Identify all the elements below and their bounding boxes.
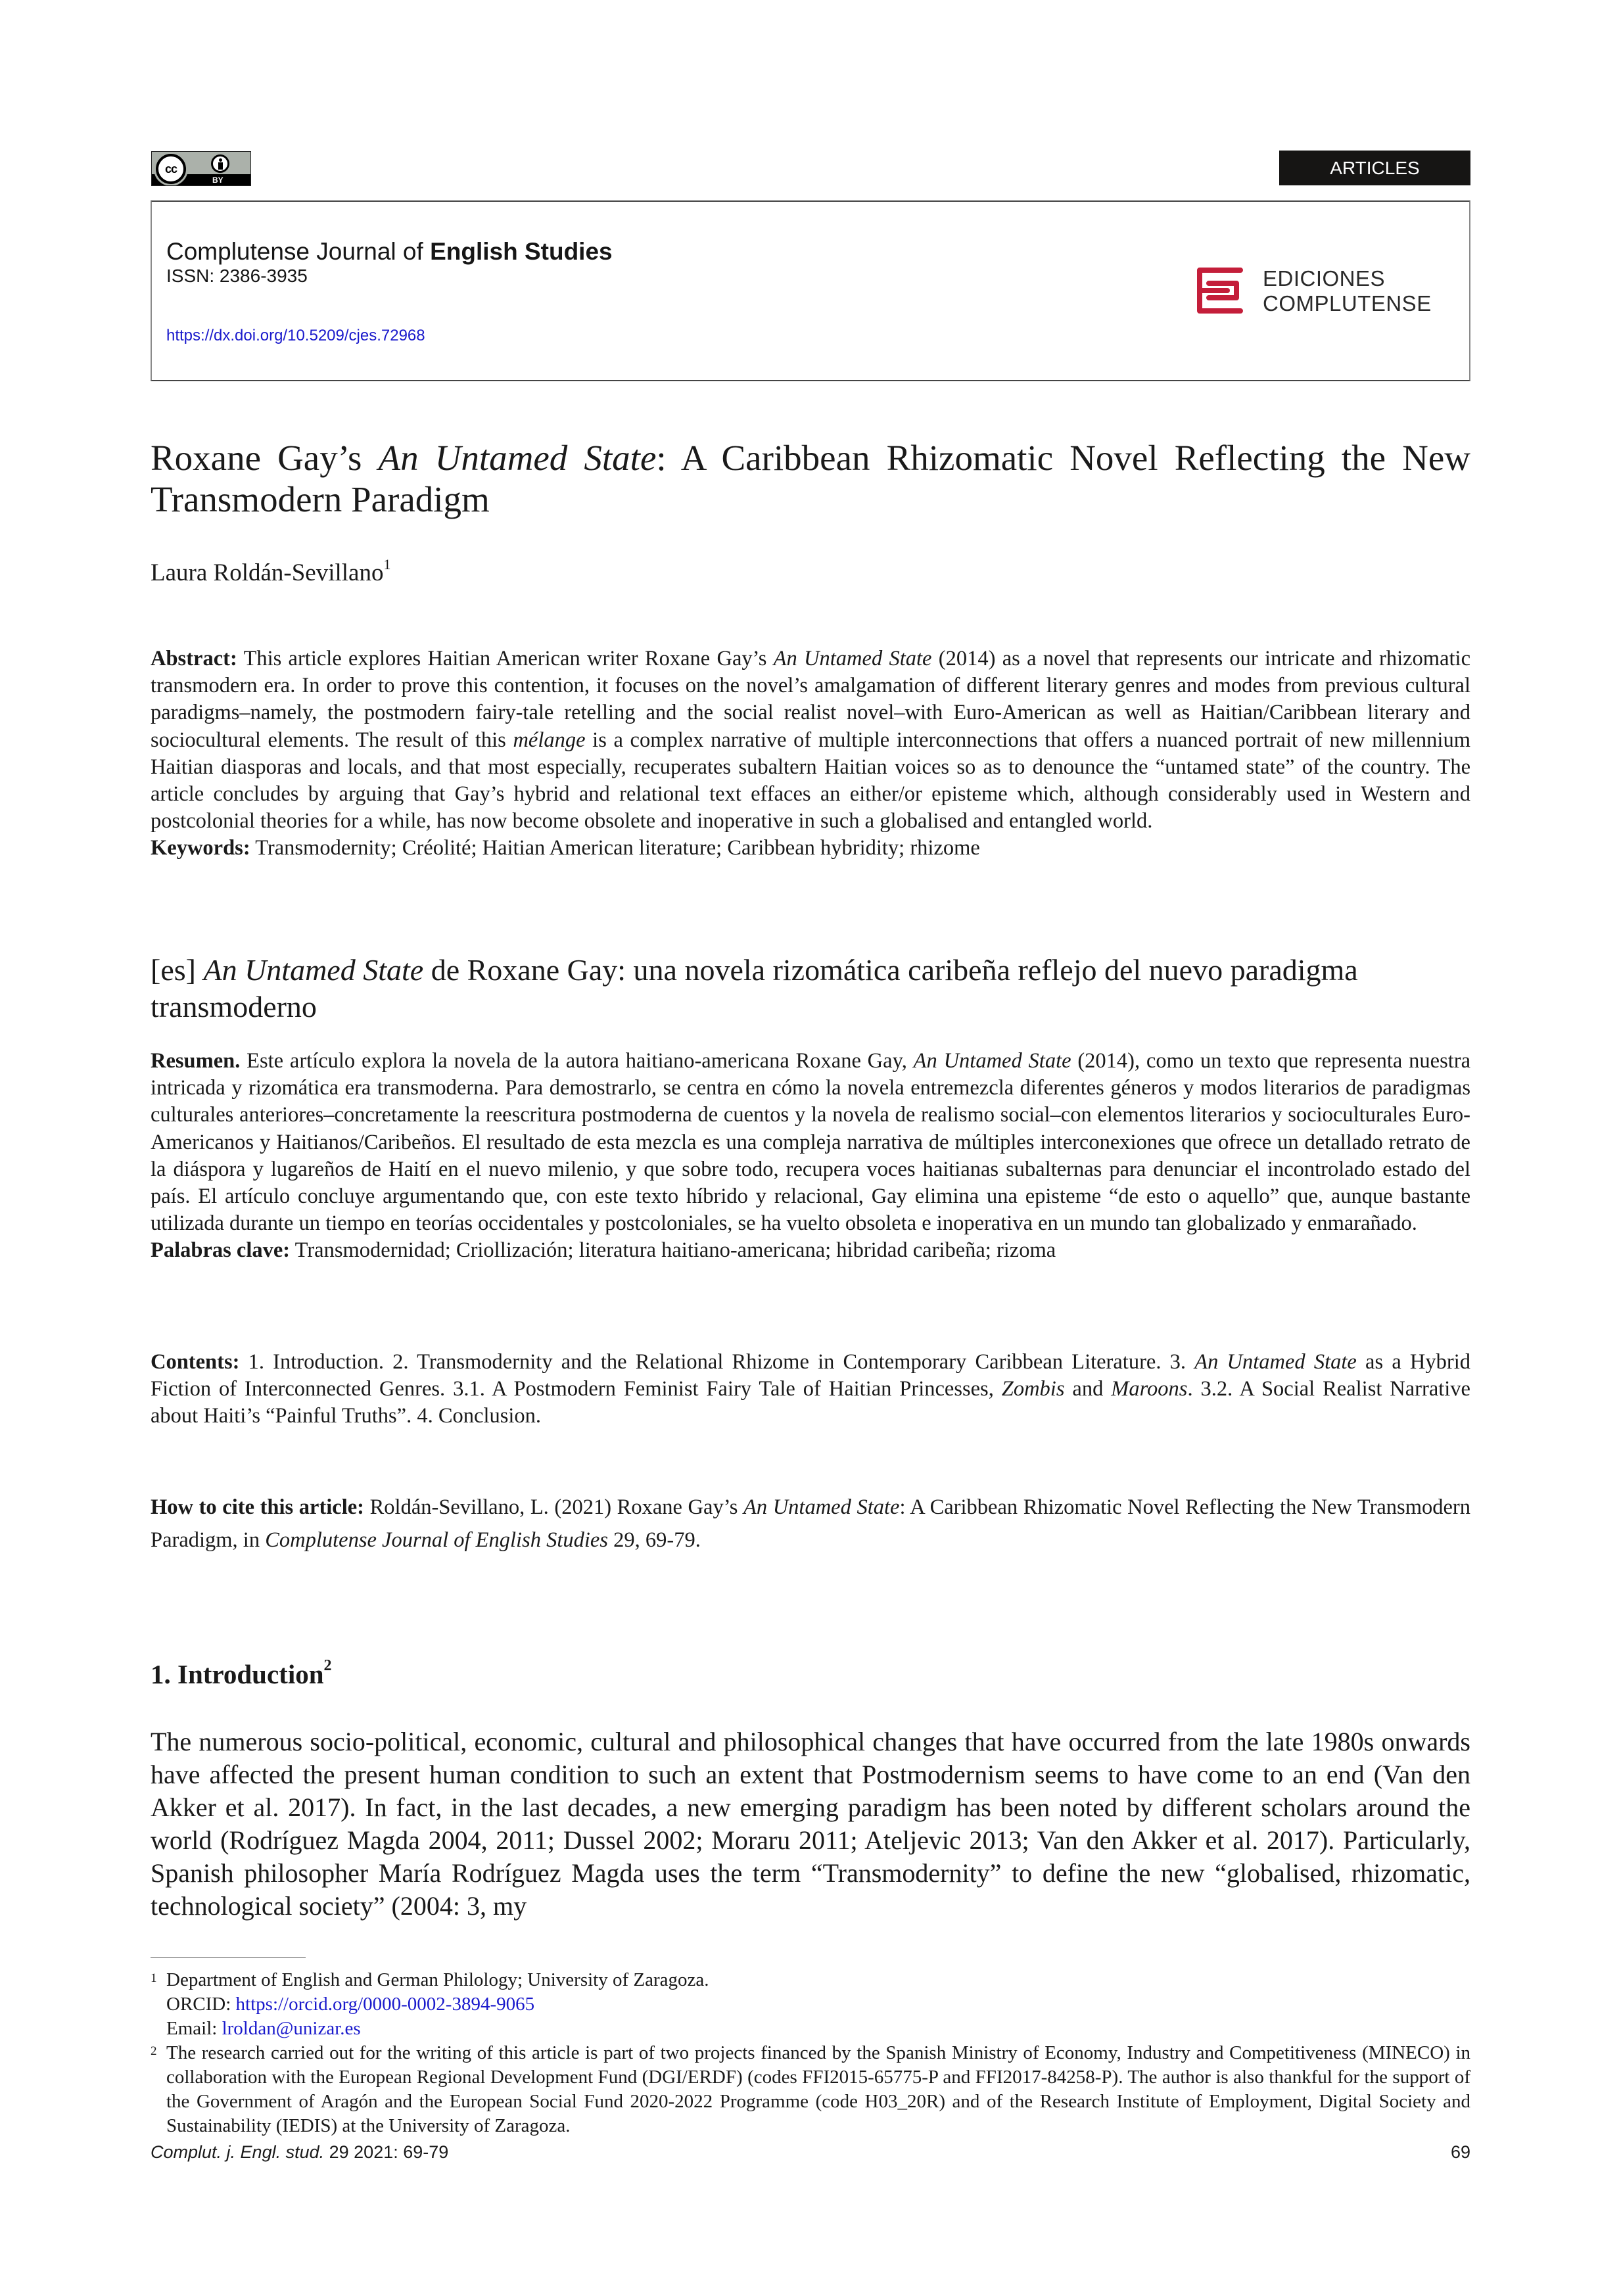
footnote-orcid [166, 1992, 1470, 2017]
contents-text: as a Hybrid Fiction of Interconnected Genres. 3.1. A Postmodern Feminist Fairy Tale of Haitian Princesses, [151, 1350, 1471, 1401]
footnote-2 [151, 2041, 1470, 2138]
section-badge: ARTICLES [1279, 151, 1470, 185]
citation-text: : A Caribbean Rhizomatic Novel Reflecting the New Transmodern Paradigm, in [151, 1495, 1470, 1552]
doi-link[interactable]: https://dx.doi.org/10.5209/cjes.72968 [166, 327, 425, 344]
footnotes [151, 1968, 1470, 2138]
footnote-1 [151, 1968, 1470, 2041]
volume-info: 29 2021: 69-79 [324, 2142, 449, 2162]
footnote-email [166, 2017, 1470, 2041]
contents-text: 1. Introduction. 2. Transmodernity and the Relational Rhizome in Contemporary Caribbean Literature. 3. [239, 1350, 1195, 1374]
abstract-label: Abstract: [151, 647, 237, 670]
journal-title [166, 238, 613, 266]
journal-abbreviation: Complut. j. Engl. stud. [151, 2142, 325, 2162]
introduction-paragraph: The numerous socio-political, economic, cultural and philosophical changes that have occurred from the late 1980s onwards have affected the present human condition to such an extent that Postmodernism seems to have come to an end (Van den Akker et al. 2017). In fact, in the last decades, a new emerging paradigm has been noted by different scholars around the world (Rodríguez Magda 2004, 2011; Dussel 2002; Moraru 2011; Ateljevic 2013; Van den Akker et al. 2017). Particularly, Spanish philosopher María Rodríguez Magda uses the term “Transmodernity” to define the new “globalised, rhizomatic, technological society” (2004: 3, my [151, 1727, 1470, 1921]
cc-icon: cc [156, 154, 186, 184]
resumen-text: Este artículo explora la novela de la autora haitiano-americana Roxane Gay, [240, 1049, 914, 1073]
palabras-clave-text: Transmodernidad; Criollización; literatura haitiano-americana; hibridad caribeña; rizoma [290, 1238, 1056, 1263]
orcid-label: ORCID: [166, 1994, 236, 2015]
cc-by-license-badge[interactable] [151, 151, 251, 186]
contents-italic: An Untamed State [1194, 1350, 1357, 1374]
page-number: 69 [1450, 2142, 1470, 2162]
section-heading-introduction [151, 1658, 332, 1690]
citation [151, 1491, 1470, 1557]
keywords-label: Keywords: [151, 836, 250, 860]
resumen-italic: An Untamed State [913, 1049, 1071, 1073]
running-footer [151, 2142, 448, 2163]
footnote-affiliation: Department of English and German Philology; University of Zaragoza. [166, 1969, 709, 1990]
spanish-title [151, 952, 1470, 1025]
author-footnote-ref[interactable]: 1 [383, 556, 391, 573]
journal-title-bold: English Studies [430, 238, 613, 265]
author-text: Laura Roldán-Sevillano [151, 559, 384, 586]
resumen-label: Resumen. [151, 1049, 241, 1073]
contents-italic: Maroons [1111, 1377, 1188, 1401]
email-link[interactable]: lroldan@unizar.es [222, 2018, 361, 2039]
journal-issn: ISSN: 2386-3935 [166, 266, 308, 286]
abstract [151, 645, 1470, 862]
title-italic-book: An Untamed State [378, 438, 657, 478]
contents-label: Contents: [151, 1350, 240, 1374]
footnote-number: 1 [151, 1971, 157, 1985]
publisher-name [1263, 266, 1432, 316]
contents-text: . 3.2. A Social Realist Narrative about Haiti’s “Painful Truths”. 4. Conclusion. [151, 1377, 1470, 1428]
footnote-divider [151, 1957, 306, 1958]
footnote-number: 2 [151, 2044, 157, 2058]
contents-italic: Zombis [1001, 1377, 1065, 1401]
attribution-person-icon [211, 154, 229, 173]
spanish-title-italic: An Untamed State [203, 953, 424, 987]
author-name [151, 556, 391, 587]
journal-title-regular: Complutense Journal of [166, 238, 431, 265]
citation-label: How to cite this article: [151, 1495, 365, 1519]
by-label: BY [212, 176, 223, 185]
orcid-link[interactable]: https://orcid.org/0000-0002-3894-9065 [235, 1994, 535, 2015]
publisher-line-2: COMPLUTENSE [1263, 291, 1432, 316]
citation-text: Roldán-Sevillano, L. (2021) Roxane Gay’s [364, 1495, 743, 1519]
title-text: Roxane Gay’s [151, 438, 379, 478]
keywords-text: Transmodernity; Créolité; Haitian American literature; Caribbean hybridity; rhizome [250, 836, 980, 860]
citation-text: 29, 69-79. [608, 1528, 701, 1552]
heading-footnote-ref[interactable]: 2 [323, 1657, 332, 1674]
language-tag: [es] [151, 953, 204, 987]
citation-italic: Complutense Journal of English Studies [265, 1528, 608, 1552]
footnote-text: The research carried out for the writing of this article is part of two projects financed by the Spanish Ministry of Economy, Industry and Competitiveness (MINECO) in collaboration with the European Regional Development Fund (DGI/ERDF) (codes FFI2015-65775-P and FFI2017-84258-P). The author is also thankful for the support of the Government of Aragón and the European Social Fund 2020-2022 Programme (code H03_20R) and of the Research Institute of Employment, Digital Society and Sustainability (IEDIS) at the University of Zaragoza. [166, 2042, 1470, 2136]
publisher-line-1: EDICIONES [1263, 266, 1386, 291]
abstract-text: This article explores Haitian American writer Roxane Gay’s [237, 647, 774, 670]
contents-text: and [1064, 1377, 1112, 1401]
abstract-italic: An Untamed State [773, 647, 932, 670]
ediciones-complutense-logo-icon [1197, 268, 1243, 314]
heading-text: 1. Introduction [151, 1659, 324, 1689]
abstract-text: is a complex narrative of multiple interconnections that offers a nuanced portrait of new millennium Haitian diasporas and locals, and that most especially, recuperates subaltern Haitian voices so as to denounce the “untamed state” of the country. The article concludes by arguing that Gay’s hybrid and relational text effaces an either/or episteme which, although considerably used in Western and postcolonial theories for a while, has now become obsolete and inoperative in such a globalised and entangled world. [151, 728, 1470, 833]
resumen-text: (2014), como un texto que representa nuestra intricada y rizomática era transmoderna. Para demostrarlo, se centra en cómo la novela entremezcla diferentes géneros y modos literarios de paradigmas culturales anteriores–concretamente la reescritura postmoderna de cuentos y la novela de realismo social–con elementos literarios y socioculturales Euro-Americanos y Haitianos/Caribeños. El resultado de esta mezcla es una compleja narrativa de múltiples interconexiones que ofrece un detallado retrato de la diáspora y lugareños de Haití en el nuevo milenio, y que sobre todo, recupera voces haitianas subalternas para denunciar el incontrolado estado del país. El artículo concluye argumentando que, con este texto híbrido y relacional, Gay elimina una episteme “de esto o aquello” que, aunque bastante utilizada durante un tiempo en teorías occidentales y postcoloniales, se ha vuelto obsoleta e inoperativa en un mundo tan globalizado y enmarañado. [151, 1049, 1470, 1236]
article-title [151, 437, 1470, 520]
citation-italic: An Untamed State [743, 1495, 900, 1519]
email-label: Email: [166, 2018, 222, 2039]
table-of-contents [151, 1349, 1470, 1430]
spanish-title-text: de Roxane Gay: una novela rizomática caribeña reflejo del nuevo paradigma transmoderno [151, 953, 1358, 1023]
title-text-rest: : A Caribbean Rhizomatic Novel Reflecting the New Transmodern Paradigm [151, 438, 1470, 519]
abstract-italic: mélange [513, 728, 586, 752]
palabras-clave-label: Palabras clave: [151, 1238, 291, 1263]
abstract-text: (2014) as a novel that represents our intricate and rhizomatic transmodern era. In order to prove this contention, it focuses on the novel’s amalgamation of different literary genres and modes from previous cultural paradigms–namely, the postmodern fairy-tale retelling and the social realist novel–with Euro-American as well as Haitian/Caribbean literary and sociocultural elements. The result of this [151, 647, 1470, 752]
journal-header-box [151, 200, 1470, 381]
resumen [151, 1048, 1470, 1265]
